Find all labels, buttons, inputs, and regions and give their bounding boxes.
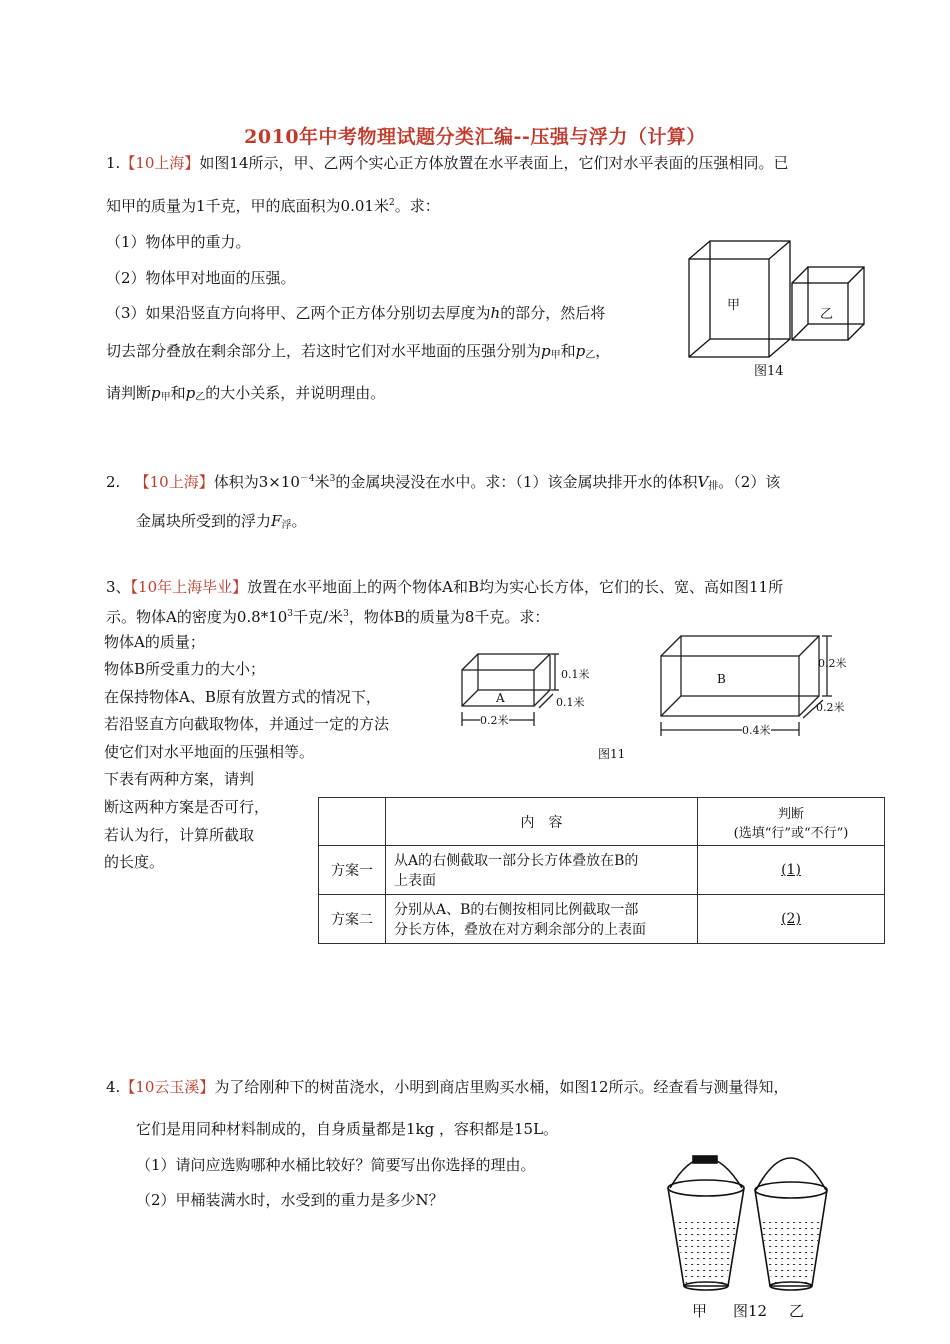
q4-line-1 — [106, 1077, 789, 1097]
q3-sub-4: 若沿竖直方向截取物体，并通过一定的方法 — [104, 715, 390, 733]
q3-source: 【10年上海毕业】 — [130, 578, 248, 596]
plan-row-1-line-2: 上表面 — [394, 873, 436, 889]
q1-line-2 — [106, 193, 440, 216]
q1-sub-jia: 甲 — [160, 392, 171, 403]
q1-number: 1. — [106, 154, 121, 172]
q1-var-p: p — [151, 384, 161, 402]
q1-text-2b: 。求： — [394, 197, 440, 215]
q3-text-2a: 示。物体A的密度为0.8*10 — [106, 608, 288, 626]
q1-part-3-line2 — [106, 341, 610, 366]
fig14-label-yi: 乙 — [820, 307, 834, 322]
q2-text-1d: 。（2）该 — [718, 473, 781, 491]
fig11-a-length: 0.2米 — [480, 714, 509, 727]
plan-row-1-name: 方案一 — [319, 846, 386, 895]
q1-part-3a: （3）如果沿竖直方向将甲、乙两个正方体分别切去厚度为 — [106, 304, 491, 322]
q3-line-2 — [106, 604, 549, 627]
fig11-b-length: 0.4米 — [742, 724, 771, 737]
plan-row-1-content — [386, 846, 698, 895]
q3-number: 3、 — [106, 578, 131, 596]
q3-sup-2: 3 — [343, 609, 349, 619]
q1-part-3 — [106, 303, 605, 323]
q1-sub-jia: 甲 — [550, 350, 561, 361]
q1-var-p: p — [185, 384, 196, 402]
q2-text-1a: 体积为3×10 — [213, 473, 300, 491]
q2-line-2 — [136, 511, 306, 536]
q1-part-5a: 请判断 — [106, 384, 152, 402]
fig11-b-height: 0.2米 — [818, 657, 847, 670]
q3-sub-6: 下表有两种方案，请判 — [104, 770, 255, 788]
q2-text-2a: 金属块所受到的浮力 — [136, 512, 272, 530]
plan-row-1-answer[interactable] — [698, 846, 885, 895]
fig11-a-height: 0.1米 — [561, 668, 590, 681]
fig11-label-b: B — [717, 672, 726, 686]
q3-sub-5: 使它们对水平地面的压强相等。 — [104, 743, 315, 761]
fig11-a-width: 0.1米 — [556, 696, 585, 709]
q1-text-2: 知甲的质量为1千克，甲的底面积为0.01米 — [106, 197, 389, 215]
q1-sub-yi: 乙 — [585, 350, 596, 361]
q3-sub-8: 若认为行，计算所截取 — [104, 826, 255, 844]
q4-part-2: （2）甲桶装满水时，水受到的重力是多少N？ — [136, 1191, 444, 1209]
q2-text-2b: 。 — [291, 512, 307, 530]
figure-11-boxes — [455, 630, 855, 750]
fig12-label-yi: 乙 — [789, 1302, 805, 1320]
fig12-caption: 图12 — [733, 1302, 768, 1320]
fig11-caption: 图11 — [598, 747, 626, 761]
q1-part-5b: 和 — [170, 384, 186, 402]
plan-row-2-line-2: 分长方体，叠放在对方剩余部分的上表面 — [394, 922, 646, 938]
figure-12-buckets — [660, 1148, 840, 1298]
q1-part-2: （2）物体甲对地面的压强。 — [106, 269, 296, 287]
q1-part-4a: 切去部分叠放在剩余部分上，若这时它们对水平地面的压强分别为 — [106, 342, 542, 360]
plan-row-2-name: 方案二 — [319, 895, 386, 944]
q1-line-1 — [106, 153, 789, 173]
q4-number: 4. — [106, 1078, 121, 1096]
q3-text-1: 放置在水平地面上的两个物体A和B均为实心长方体，它们的长、宽、高如图11所 — [247, 578, 784, 596]
q1-part-4c: ， — [595, 342, 611, 360]
page-title: 2010年中考物理试题分类汇编--压强与浮力（计算） — [244, 126, 706, 148]
q2-number: 2. — [106, 473, 121, 491]
fig11-b-width: 0.2米 — [816, 701, 845, 714]
q4-line-2: 它们是用同种材料制成的，自身质量都是1kg ，容积都是15L。 — [136, 1120, 559, 1138]
plan-header-content: 内 容 — [386, 798, 698, 846]
q4-text-1: 为了给刚种下的树苗浇水，小明到商店里购买水桶，如图12所示。经查看与测量得知， — [214, 1078, 789, 1096]
q1-var-p: p — [541, 342, 551, 360]
plan-row-1-line-1: 从A的右侧截取一部分长方体叠放在B的 — [394, 853, 639, 869]
plan-header-judge — [698, 798, 885, 846]
q2-sup-1: －4 — [299, 474, 315, 484]
q3-sub-3: 在保持物体A、B原有放置方式的情况下， — [104, 688, 381, 706]
q3-sub-2: 物体B所受重力的大小； — [104, 660, 266, 678]
q1-var-p: p — [575, 342, 586, 360]
q1-source: 【10上海】 — [120, 154, 200, 172]
q1-part-4b: 和 — [560, 342, 576, 360]
plan-row-2-blank: (2) — [781, 911, 801, 927]
q3-text-2c: ，物体B的质量为8千克。求： — [348, 608, 550, 626]
q3-sub-1: 物体A的质量； — [104, 633, 205, 651]
plan-row-2-content — [386, 895, 698, 944]
q2-source: 【10上海】 — [134, 473, 214, 491]
q4-source: 【10云玉溪】 — [120, 1078, 215, 1096]
q2-sub-fu: 浮 — [281, 520, 292, 531]
q1-text-1: 如图14所示，甲、乙两个实心正方体放置在水平表面上，它们对水平表面的压强相同。已 — [199, 154, 789, 172]
plan-row-1-blank: (1) — [781, 862, 801, 878]
q2-var-f: F — [271, 512, 282, 530]
q3-text-2b: 千克/米 — [293, 608, 344, 626]
q1-part-5c: 的大小关系，并说明理由。 — [205, 384, 386, 402]
q1-sup: 2 — [388, 198, 395, 208]
plan-header-judge-2: (选填“行”或“不行”) — [733, 825, 849, 841]
q3-sup-1: 3 — [287, 609, 294, 619]
q3-sub-9: 的长度。 — [104, 853, 165, 871]
q2-sub-pai: 排 — [708, 481, 719, 492]
q1-part-3b: 的部分，然后将 — [500, 304, 606, 322]
fig11-label-a: A — [496, 691, 505, 705]
fig12-label-jia: 甲 — [692, 1302, 708, 1320]
q3-sub-7: 断这两种方案是否可行， — [104, 798, 270, 816]
q2-text-1b: 米 — [314, 473, 330, 491]
plan-row-1 — [319, 846, 885, 895]
plan-header-judge-1: 判断 — [777, 806, 804, 822]
plan-table-corner — [319, 798, 386, 846]
q2-text-1c: 的金属块浸没在水中。求：（1）该金属块排开水的体积 — [335, 473, 698, 491]
plan-row-2-line-1: 分别从A、B的右侧按相同比例截取一部 — [394, 902, 639, 918]
plan-row-2-answer[interactable] — [698, 895, 885, 944]
q2-line-1 — [106, 469, 780, 497]
q4-part-1: （1）请问应选购哪种水桶比较好？简要写出你选择的理由。 — [136, 1156, 536, 1174]
q3-line-1 — [106, 577, 783, 597]
q1-sub-yi: 乙 — [195, 392, 206, 403]
plan-table — [318, 797, 885, 944]
q2-sup-2: 3 — [329, 474, 336, 484]
q1-part-1: （1）物体甲的重力。 — [106, 233, 251, 251]
q2-var-v: V — [697, 473, 709, 491]
fig14-caption: 图14 — [754, 364, 784, 379]
q1-part-3-line3 — [106, 383, 385, 408]
fig14-label-jia: 甲 — [727, 298, 741, 313]
plan-row-2 — [319, 895, 885, 944]
plan-table-header — [319, 798, 885, 846]
q1-var-h: h — [490, 304, 501, 322]
